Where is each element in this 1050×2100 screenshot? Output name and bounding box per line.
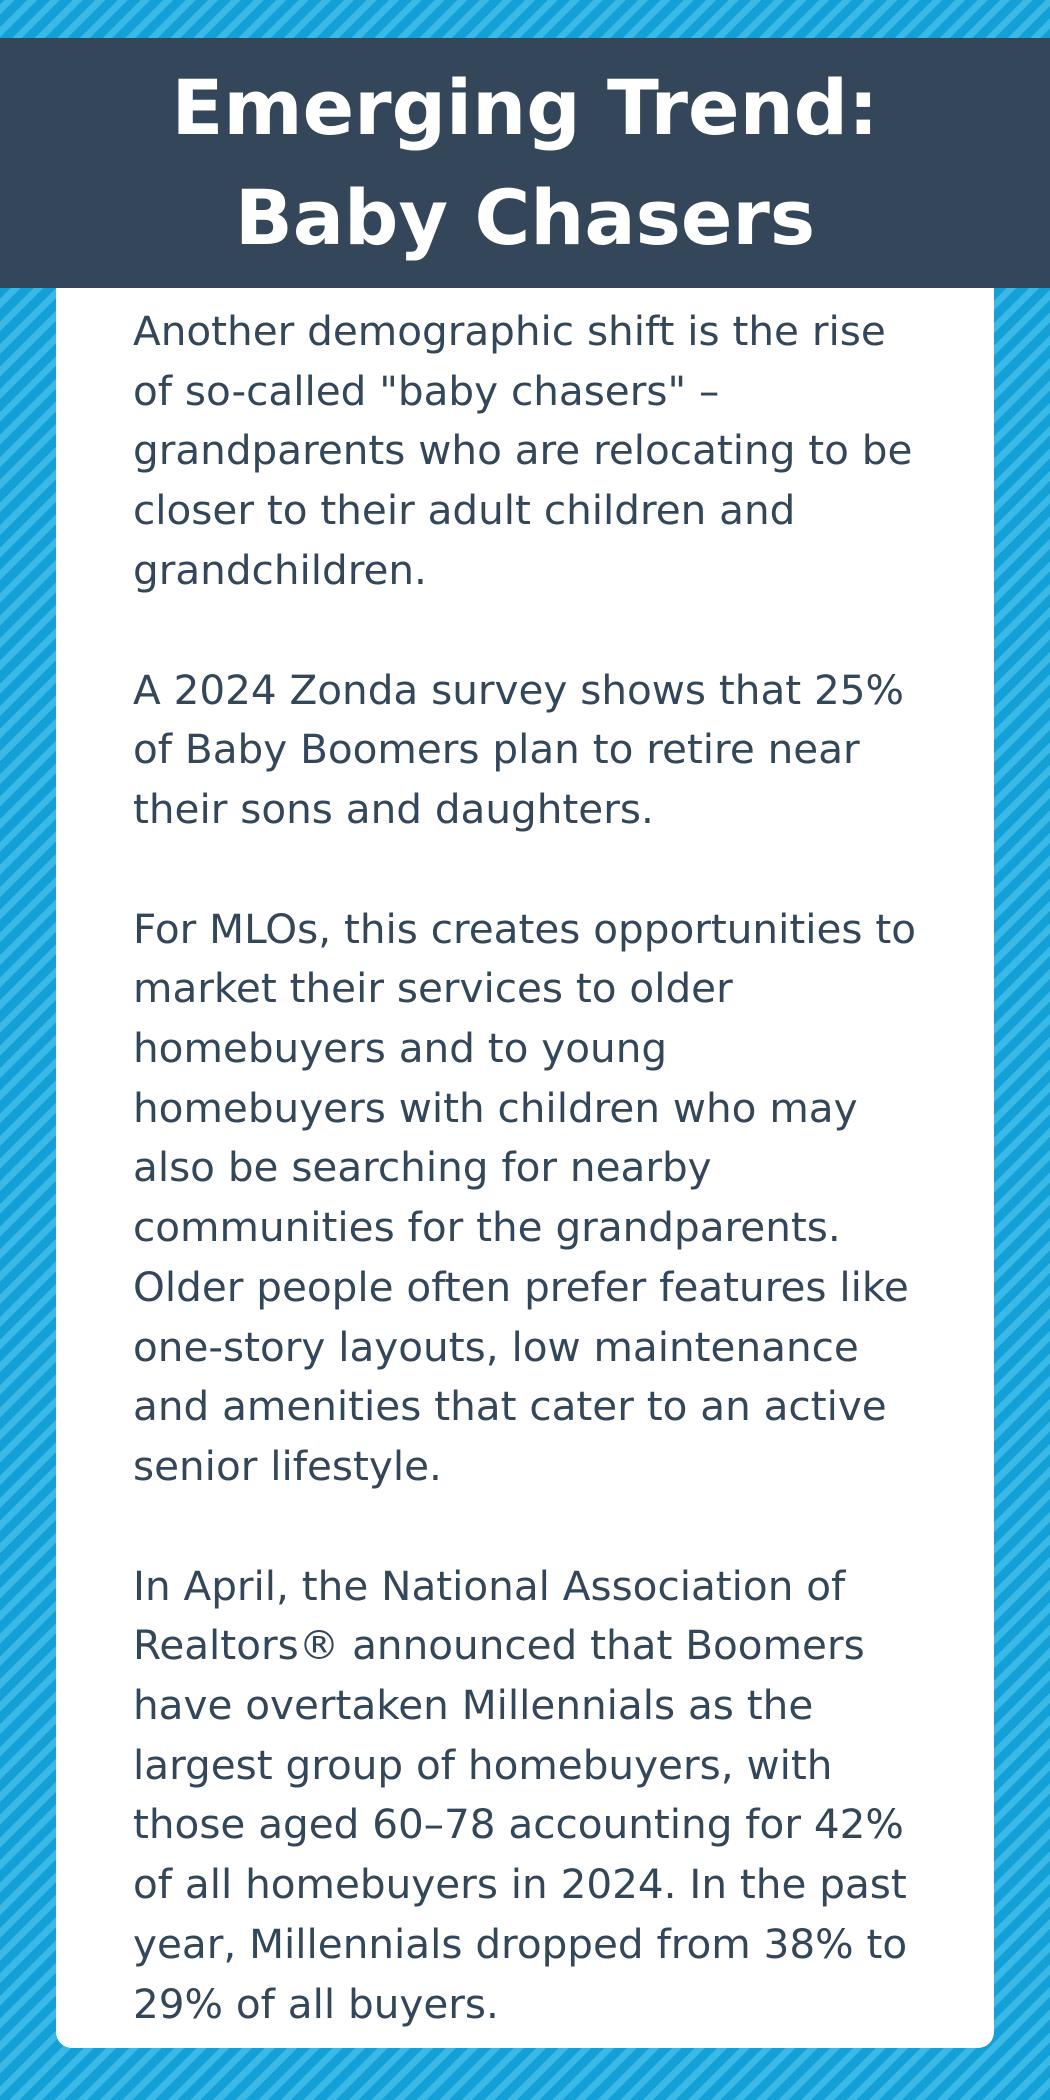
body-paragraph-intro: Another demographic shift is the rise of so-called "baby chasers" – grandparents who are relocating to be closer to their adult children and grandchildren. — [133, 307, 913, 594]
body-paragraph-survey: A 2024 Zonda survey shows that 25% of Baby Boomers plan to retire near their sons and daughters. — [133, 665, 905, 833]
body-paragraph-mlo-opportunities: For MLOs, this creates opportunities to market their services to older homebuyers and to young homebuyers with children who may also be searching for nearby communities for the grandparents. Older people often prefer features like one-story layouts, low maintenance and amenities that cater to an active senior lifestyle. — [133, 904, 917, 1490]
page-title — [172, 53, 879, 273]
content-card — [56, 288, 994, 2048]
page-title-line-1: Emerging Trend: — [171, 63, 879, 152]
header-banner — [0, 38, 1050, 288]
body-paragraph-nar-data: In April, the National Association of Realtors® announced that Boomers have overtaken Millennials as the largest group of homebuyers, with those aged 60–78 accounting for 42% of all homebuyers in 2024. In the past year, Millennials dropped from 38% to 29% of all buyers. — [133, 1561, 908, 2028]
page-title-line-2: Baby Chasers — [234, 173, 816, 262]
